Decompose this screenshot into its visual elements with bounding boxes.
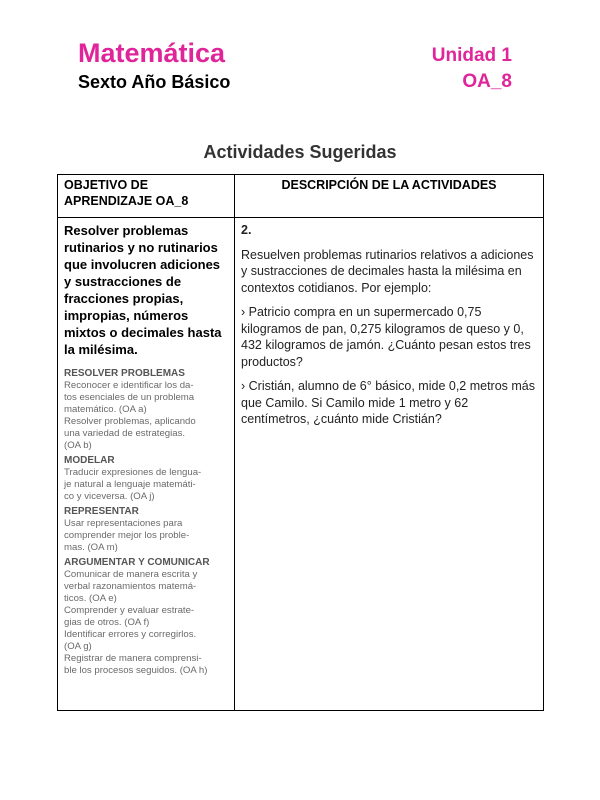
skill-block (64, 368, 228, 452)
oa-label: OA_8 (462, 71, 512, 92)
activity-intro: Resuelven problemas rutinarios relativos a adiciones y sustracciones de decimales hasta la milésima en contextos cotidianos. Por ejemplo: (241, 247, 534, 295)
section-title: Actividades Sugeridas (203, 142, 397, 162)
header-right (432, 44, 512, 94)
grade-subtitle: Sexto Año Básico (78, 72, 231, 92)
table-header-row (58, 175, 544, 218)
objective-cell (58, 218, 235, 711)
activities-table (57, 174, 544, 711)
subject-title: Matemática (78, 38, 226, 68)
activity-number: 2. (241, 223, 252, 237)
skill-title: REPRESENTAR (64, 506, 139, 517)
activity-description (235, 218, 543, 440)
skills-list (58, 358, 234, 677)
skill-block (64, 557, 228, 677)
table-row (58, 218, 544, 711)
description-header: DESCRIPCIÓN DE LA ACTIVIDADES (235, 175, 544, 218)
problem-item: › Cristián, alumno de 6° básico, mide 0,2 metros más que Camilo. Si Camilo mide 1 metro y 62 centímetros, ¿cuánto mide Cristián? (241, 379, 536, 426)
skill-block (64, 455, 228, 503)
objective-text: Resolver problemas rutinarios y no rutinarios que involucren adiciones y sustracciones de fracciones propias, impropias, números mixtos o decimales hasta la milésima. (64, 223, 222, 357)
problem-item: › Patricio compra en un supermercado 0,75 kilogramos de pan, 0,275 kilogramos de queso y 0, 432 kilogramos de jamón. ¿Cuánto pesan estos tres productos? (241, 305, 531, 369)
header-left (78, 38, 230, 94)
objective-header: OBJETIVO DE APRENDIZAJE OA_8 (58, 175, 235, 218)
skill-text: Comunicar de manera escrita y verbal razonamientos matemá- ticos. (OA e) Comprender y evaluar estrate- gias de otros. (OA f) Identificar errores y corregirlos. (OA g) Registrar de manera comprensi- ble los procesos seguidos. (OA h) (64, 569, 208, 676)
skill-title: RESOLVER PROBLEMAS (64, 368, 185, 379)
skill-block (64, 506, 228, 554)
skill-title: ARGUMENTAR Y COMUNICAR (64, 557, 210, 568)
skill-title: MODELAR (64, 455, 115, 466)
unit-label: Unidad 1 (431, 45, 512, 66)
description-cell (235, 218, 544, 711)
skill-text: Traducir expresiones de lengua- je natural a lenguaje matemáti- co y viceversa. (OA j) (64, 467, 202, 502)
skill-text: Reconocer e identificar los da- tos esenciales de un problema matemático. (OA a) Resolver problemas, aplicando una variedad de estrategias. (OA b) (64, 380, 196, 451)
skill-text: Usar representaciones para comprender mejor los proble- mas. (OA m) (64, 518, 190, 553)
